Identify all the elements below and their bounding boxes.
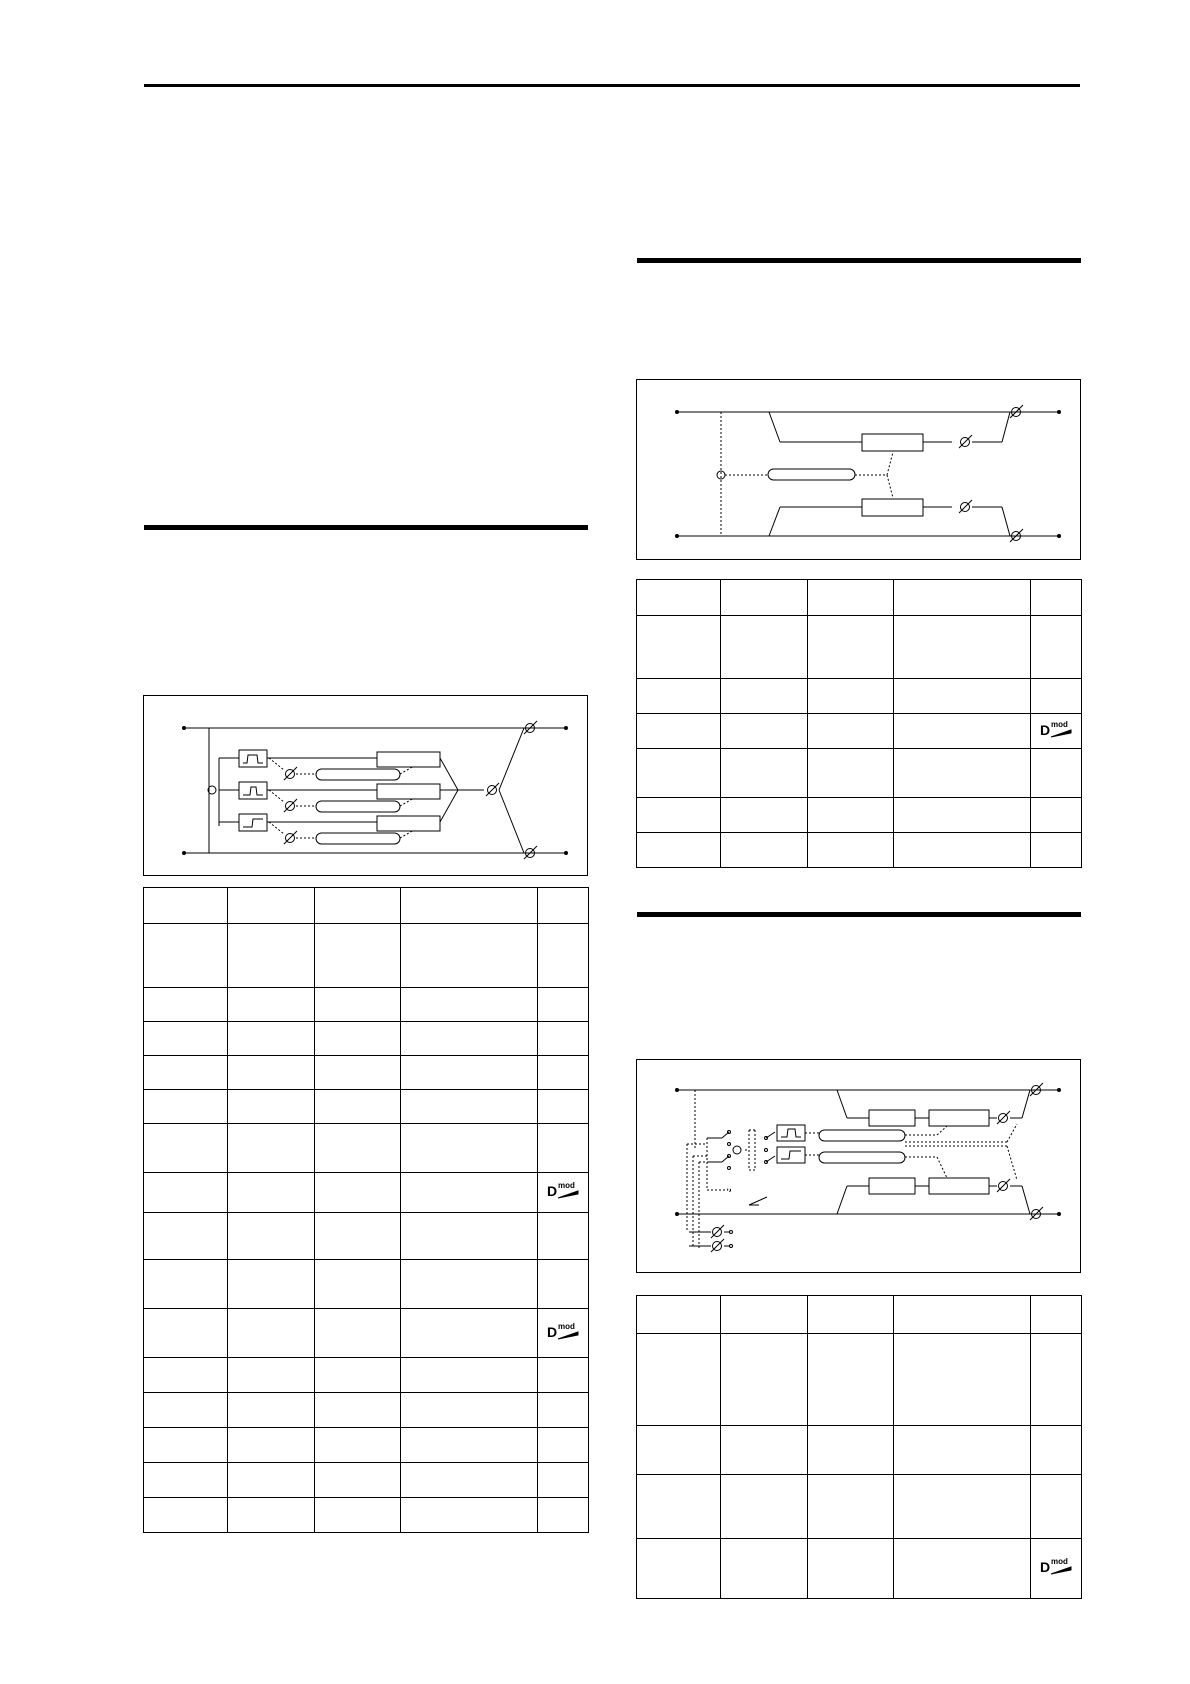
table-cell: [315, 1428, 401, 1463]
table-cell: [894, 1475, 1031, 1539]
dmod-icon: D mod: [547, 1182, 579, 1200]
table-cell: [315, 1498, 401, 1533]
table-cell: [228, 1393, 315, 1428]
lowpass-filter-icon: [239, 782, 267, 799]
table-cell: [144, 1393, 228, 1428]
section-rule-right-1: [637, 258, 1081, 263]
table-row: [637, 1426, 1082, 1475]
right-parameter-table-2: [636, 1295, 1082, 1599]
table-cell: [721, 1426, 808, 1475]
table-cell: [315, 1173, 401, 1213]
table-cell: [894, 679, 1031, 714]
bandpass-filter-icon: [239, 750, 267, 767]
table-cell: [808, 714, 894, 749]
table-cell: [228, 924, 315, 988]
table-cell: [894, 616, 1031, 679]
page-header-rule: [144, 84, 1080, 87]
table-cell: [637, 833, 721, 868]
table-row: [637, 1334, 1082, 1426]
table-cell: [228, 1260, 315, 1309]
table-cell: [144, 1090, 228, 1124]
table-row: [637, 1475, 1082, 1539]
table-cell: [401, 924, 538, 988]
table-cell: [538, 1260, 589, 1309]
table-cell: [401, 1358, 538, 1393]
table-cell: [721, 798, 808, 833]
table-cell: [144, 988, 228, 1022]
table-row: [144, 1056, 589, 1090]
diagram-svg-3: [637, 1060, 1082, 1274]
table-cell: [1031, 679, 1082, 714]
table-cell: [1031, 580, 1082, 616]
table-cell: [538, 1090, 589, 1124]
table-cell: [721, 749, 808, 798]
table-cell: [1031, 616, 1082, 679]
table-cell: [228, 988, 315, 1022]
table-cell: [315, 1090, 401, 1124]
table-cell: [538, 1428, 589, 1463]
section-rule-right-2: [637, 912, 1081, 917]
table-cell: [228, 1090, 315, 1124]
section-rule-left: [144, 525, 588, 530]
table-cell: [228, 1358, 315, 1393]
table-cell: [637, 1334, 721, 1426]
table-row: [144, 888, 589, 924]
table-cell: [894, 714, 1031, 749]
table-cell: [538, 1393, 589, 1428]
table-cell: [228, 1056, 315, 1090]
table-cell: [1031, 1426, 1082, 1475]
table-row: [144, 924, 589, 988]
table-cell: [894, 798, 1031, 833]
table-cell: [401, 1173, 538, 1213]
table-cell: [1031, 1296, 1082, 1334]
table-row: [144, 988, 589, 1022]
table-cell: [538, 1358, 589, 1393]
table-cell: [315, 1393, 401, 1428]
three-band-modulation-diagram: [143, 695, 588, 876]
table-cell: [721, 580, 808, 616]
table-cell: [315, 1358, 401, 1393]
right-parameter-table-1: [636, 579, 1082, 868]
table-cell: [721, 679, 808, 714]
table-cell: [721, 1334, 808, 1426]
table-cell: [401, 1463, 538, 1498]
table-cell: [401, 1309, 538, 1358]
table-cell: [144, 888, 228, 924]
table-cell: [637, 1539, 721, 1599]
table-row: [144, 1393, 589, 1428]
table-cell: [538, 924, 589, 988]
table-cell: [894, 1296, 1031, 1334]
table-cell: [1031, 798, 1082, 833]
table-cell: [315, 1022, 401, 1056]
table-cell: [1031, 1539, 1082, 1599]
table-cell: [721, 1539, 808, 1599]
table-cell: [401, 1124, 538, 1173]
table-row: [637, 580, 1082, 616]
table-cell: [538, 1022, 589, 1056]
table-cell: [144, 1173, 228, 1213]
table-cell: [144, 1124, 228, 1173]
table-cell: [721, 833, 808, 868]
table-cell: [721, 714, 808, 749]
table-cell: [808, 749, 894, 798]
table-cell: [637, 1296, 721, 1334]
table-cell: [538, 888, 589, 924]
table-row: [144, 1213, 589, 1260]
table-cell: [538, 1463, 589, 1498]
table-cell: [808, 1475, 894, 1539]
table-cell: [637, 749, 721, 798]
table-cell: [315, 1213, 401, 1260]
table-cell: [538, 1309, 589, 1358]
table-cell: [721, 1475, 808, 1539]
table-cell: [1031, 1334, 1082, 1426]
table-row: [637, 798, 1082, 833]
table-cell: [894, 749, 1031, 798]
table-cell: [401, 1260, 538, 1309]
table-row: [144, 1090, 589, 1124]
table-row: [144, 1173, 589, 1213]
left-parameter-table: [143, 887, 589, 1533]
table-cell: [637, 616, 721, 679]
table-cell: [315, 888, 401, 924]
table-cell: [808, 580, 894, 616]
table-cell: [808, 798, 894, 833]
table-cell: [401, 1090, 538, 1124]
table-cell: [637, 580, 721, 616]
table-cell: [315, 1056, 401, 1090]
table-cell: [144, 1213, 228, 1260]
table-row: [144, 1428, 589, 1463]
table-cell: [637, 714, 721, 749]
table-cell: [228, 1498, 315, 1533]
table-cell: [228, 1124, 315, 1173]
table-row: [144, 1463, 589, 1498]
table-cell: [315, 1124, 401, 1173]
table-cell: [894, 580, 1031, 616]
table-cell: [144, 1056, 228, 1090]
table-row: [144, 1309, 589, 1358]
table-cell: [538, 1124, 589, 1173]
table-cell: [228, 1463, 315, 1498]
dmod-icon: D mod: [1040, 1558, 1072, 1576]
table-cell: [637, 1475, 721, 1539]
table-row: [637, 1296, 1082, 1334]
table-cell: [538, 1498, 589, 1533]
table-row: [637, 679, 1082, 714]
table-cell: [808, 616, 894, 679]
table-row: [637, 616, 1082, 679]
table-cell: [538, 1173, 589, 1213]
dmod-icon: D mod: [1040, 721, 1072, 739]
table-cell: [144, 1498, 228, 1533]
table-cell: [401, 988, 538, 1022]
table-cell: [808, 1426, 894, 1475]
table-cell: [894, 833, 1031, 868]
dmod-icon: D mod: [547, 1323, 579, 1341]
table-row: [144, 1358, 589, 1393]
table-cell: [401, 1393, 538, 1428]
table-cell: [1031, 833, 1082, 868]
table-cell: [144, 1428, 228, 1463]
table-cell: [894, 1426, 1031, 1475]
table-row: [637, 714, 1082, 749]
table-row: [144, 1498, 589, 1533]
table-cell: [637, 1426, 721, 1475]
dmod-ramp-icon: [749, 1197, 767, 1205]
diagram-svg-2: [637, 380, 1082, 561]
table-row: [144, 1124, 589, 1173]
table-cell: [315, 1260, 401, 1309]
table-cell: [808, 1296, 894, 1334]
table-cell: [228, 1022, 315, 1056]
table-cell: [721, 616, 808, 679]
stereo-modulation-diagram: [636, 379, 1081, 560]
table-cell: [894, 1334, 1031, 1426]
table-cell: [538, 1213, 589, 1260]
table-cell: [144, 1022, 228, 1056]
table-cell: [637, 679, 721, 714]
table-cell: [808, 1334, 894, 1426]
table-cell: [228, 1213, 315, 1260]
table-cell: [401, 1056, 538, 1090]
table-cell: [144, 1463, 228, 1498]
table-cell: [315, 1309, 401, 1358]
table-cell: [228, 888, 315, 924]
table-cell: [315, 1463, 401, 1498]
table-row: [637, 1539, 1082, 1599]
table-row: [144, 1260, 589, 1309]
table-cell: [144, 1309, 228, 1358]
filter-modulation-diagram: [636, 1059, 1081, 1273]
table-cell: [401, 1022, 538, 1056]
table-cell: [1031, 749, 1082, 798]
table-cell: [315, 924, 401, 988]
table-cell: [808, 1539, 894, 1599]
table-cell: [401, 888, 538, 924]
table-row: [637, 749, 1082, 798]
table-cell: [894, 1539, 1031, 1599]
table-cell: [144, 1358, 228, 1393]
table-cell: [538, 988, 589, 1022]
table-cell: [228, 1428, 315, 1463]
table-cell: [401, 1213, 538, 1260]
table-cell: [808, 833, 894, 868]
table-cell: [228, 1173, 315, 1213]
table-cell: [144, 924, 228, 988]
table-cell: [401, 1428, 538, 1463]
table-cell: [808, 679, 894, 714]
table-row: [144, 1022, 589, 1056]
diagram-svg: [144, 696, 589, 877]
table-cell: [144, 1260, 228, 1309]
table-cell: [1031, 1475, 1082, 1539]
table-cell: [721, 1296, 808, 1334]
table-cell: [401, 1498, 538, 1533]
table-cell: [1031, 714, 1082, 749]
table-cell: [538, 1056, 589, 1090]
table-cell: [315, 988, 401, 1022]
table-cell: [637, 798, 721, 833]
table-cell: [228, 1309, 315, 1358]
table-row: [637, 833, 1082, 868]
